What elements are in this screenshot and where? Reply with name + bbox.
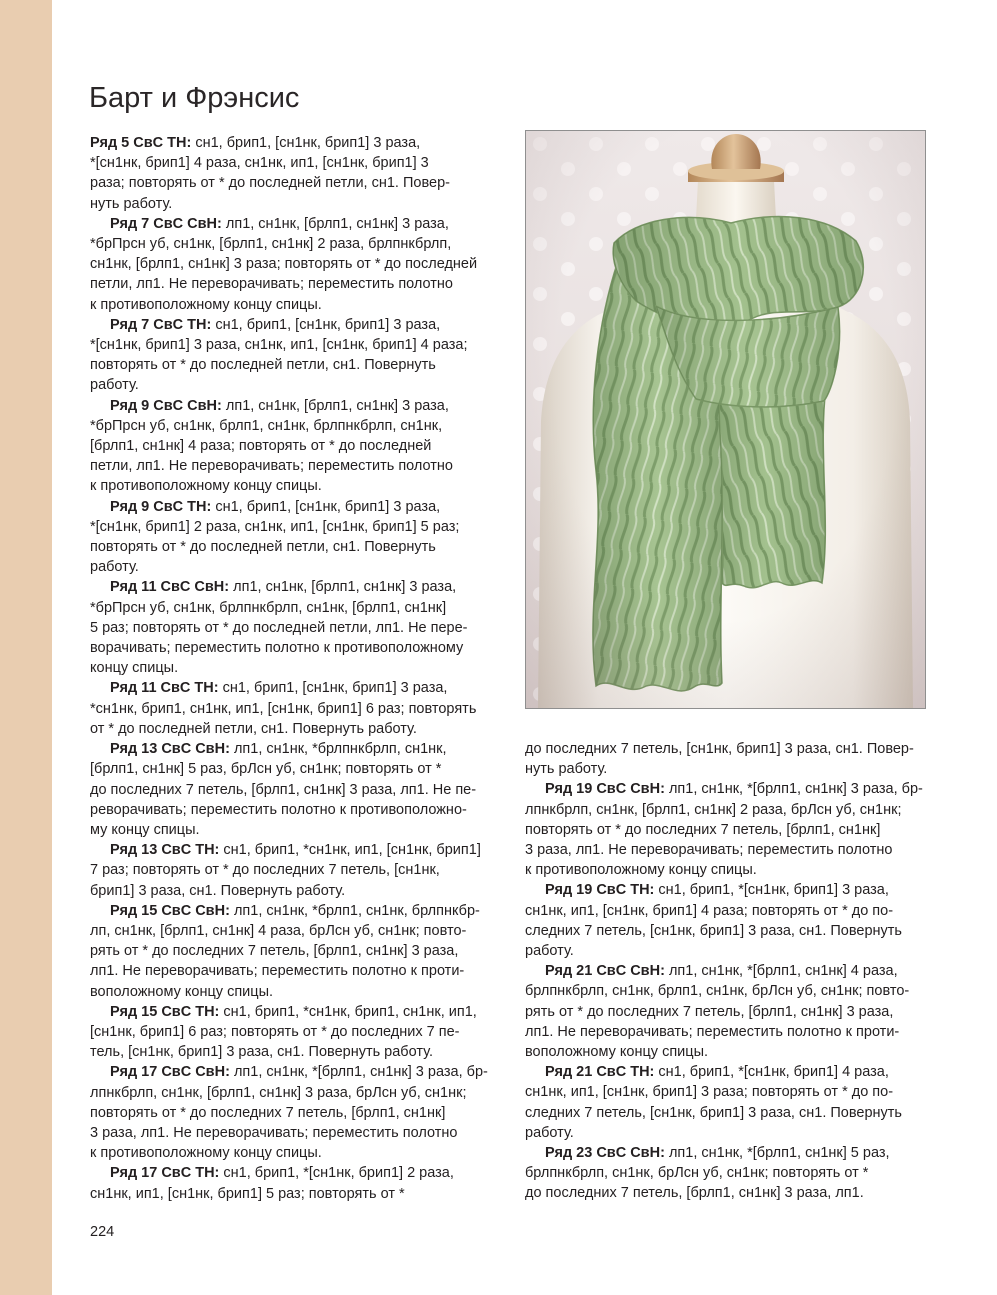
- row-label: Ряд 13 СвС СвН:: [110, 741, 230, 758]
- text-line: [90, 214, 490, 234]
- text-line: [90, 800, 490, 820]
- line-text: сн1, брип1, [сн1нк, брип1] 3 раза,: [215, 498, 441, 515]
- line-text: к противоположному концу спицы.: [525, 862, 757, 879]
- line-text: *брПрсн уб, сн1нк, [брлп1, сн1нк] 2 раза, брлпнкбрлп,: [90, 236, 452, 253]
- text-line: [90, 961, 490, 981]
- line-text: сн1, брип1, [сн1нк, брип1] 3 раза,: [222, 680, 448, 697]
- scarf-photo-image: [526, 131, 925, 708]
- text-line: [90, 476, 490, 496]
- text-line: [90, 194, 490, 214]
- instruction-paragraph: [90, 133, 490, 214]
- line-text: сн1, брип1, *сн1нк, брип1, сн1нк, ип1,: [223, 1003, 477, 1020]
- line-text: 3 раза, лп1. Не переворачивать; переместить полотно: [90, 1124, 458, 1141]
- row-label: Ряд 19 СвС СвН:: [545, 781, 665, 798]
- row-label: Ряд 15 СвС СвН:: [110, 902, 230, 919]
- line-text: до последних 7 петель, [брлп1, сн1нк] 3 раза, лп1. Не пе-: [90, 781, 477, 798]
- text-line: [90, 1042, 490, 1062]
- text-line: [90, 901, 490, 921]
- text-line: [525, 1103, 925, 1123]
- row-label: Ряд 9 СвС СвН:: [110, 397, 222, 414]
- text-line: [525, 1062, 925, 1082]
- line-text: лпнкбрлп, сн1нк, [брлп1, сн1нк] 3 раза, брЛсн уб, сн1нк;: [90, 1084, 467, 1101]
- line-text: 7 раз; повторять от * до последних 7 петель, [сн1нк,: [90, 862, 440, 879]
- row-label: Ряд 19 СвС ТН:: [545, 882, 655, 899]
- text-line: [90, 719, 490, 739]
- row-label: Ряд 11 СвС ТН:: [110, 680, 219, 697]
- text-line: [525, 1123, 925, 1143]
- text-line: [90, 860, 490, 880]
- instruction-paragraph: [525, 739, 925, 779]
- line-text: *брПрсн уб, сн1нк, брлп1, сн1нк, брлпнкбрлп, сн1нк,: [90, 417, 443, 434]
- line-text: к противоположному концу спицы.: [90, 296, 322, 313]
- text-line: [90, 1002, 490, 1022]
- text-line: [525, 759, 925, 779]
- line-text: следних 7 петель, [сн1нк, брип1] 3 раза, сн1. Повернуть: [525, 1104, 902, 1121]
- row-label: Ряд 7 СвС СвН:: [110, 215, 222, 232]
- text-line: [525, 1143, 925, 1163]
- row-label: Ряд 17 СвС СвН:: [110, 1064, 230, 1081]
- text-line: [90, 396, 490, 416]
- line-text: рять от * до последних 7 петель, [брлп1, сн1нк] 3 раза,: [525, 1003, 894, 1020]
- text-line: [525, 921, 925, 941]
- line-text: сн1, брип1, *[сн1нк, брип1] 2 раза,: [223, 1165, 454, 1182]
- text-line: [525, 880, 925, 900]
- line-text: лп1, сн1нк, *брлпнкбрлп, сн1нк,: [233, 741, 447, 758]
- instruction-paragraph: [525, 961, 925, 1062]
- line-text: лп1. Не переворачивать; переместить полотно к проти-: [525, 1023, 900, 1040]
- line-text: лп1, сн1нк, [брлп1, сн1нк] 3 раза,: [233, 579, 457, 596]
- text-line: [525, 840, 925, 860]
- line-text: 5 раз; повторять от * до последней петли, лп1. Не пере-: [90, 619, 468, 636]
- line-text: петли, лп1. Не переворачивать; переместить полотно: [90, 276, 453, 293]
- row-label: Ряд 17 СвС ТН:: [110, 1165, 220, 1182]
- left-text-column: [90, 133, 490, 1204]
- text-line: [90, 598, 490, 618]
- text-line: [90, 456, 490, 476]
- text-line: [525, 1183, 925, 1203]
- row-label: Ряд 9 СвС ТН:: [110, 498, 212, 515]
- text-line: [90, 1062, 490, 1082]
- line-text: *[сн1нк, брип1] 3 раза, сн1нк, ип1, [сн1нк, брип1] 4 раза;: [90, 337, 468, 354]
- text-line: [90, 1143, 490, 1163]
- text-line: [90, 982, 490, 1002]
- line-text: рять от * до последних 7 петель, [брлп1, сн1нк] 3 раза,: [90, 943, 459, 960]
- text-line: [525, 981, 925, 1001]
- text-line: [525, 1082, 925, 1102]
- line-text: лп1, сн1нк, *[брлп1, сн1нк] 3 раза, бр-: [668, 781, 923, 798]
- line-text: сн1, брип1, *сн1нк, ип1, [сн1нк, брип1]: [223, 842, 481, 859]
- line-text: воположному концу спицы.: [525, 1044, 709, 1061]
- text-line: [90, 335, 490, 355]
- row-label: Ряд 23 СвС СвН:: [545, 1145, 665, 1162]
- text-line: [90, 315, 490, 335]
- line-text: работу.: [525, 1124, 574, 1141]
- line-text: сн1, брип1, [сн1нк, брип1] 3 раза,: [215, 316, 441, 333]
- instruction-paragraph: [90, 739, 490, 840]
- photo-vignette: [526, 131, 925, 708]
- line-text: следних 7 петель, [сн1нк, брип1] 3 раза, сн1. Повернуть: [525, 922, 902, 939]
- text-line: [90, 759, 490, 779]
- text-line: [525, 860, 925, 880]
- row-label: Ряд 5 СвС ТН:: [90, 135, 192, 151]
- line-text: работу.: [90, 377, 139, 394]
- row-label: Ряд 13 СвС ТН:: [110, 842, 220, 859]
- line-text: лп1. Не переворачивать; переместить полотно к проти-: [90, 963, 465, 980]
- line-text: брлпнкбрлп, сн1нк, брлп1, сн1нк, брЛсн уб, сн1нк; повто-: [525, 983, 910, 1000]
- row-label: Ряд 15 СвС ТН:: [110, 1003, 220, 1020]
- line-text: *[сн1нк, брип1] 2 раза, сн1нк, ип1, [сн1нк, брип1] 5 раз;: [90, 518, 460, 535]
- text-line: [90, 517, 490, 537]
- text-line: [90, 537, 490, 557]
- instruction-paragraph: [90, 577, 490, 678]
- line-text: повторять от * до последних 7 петель, [брлп1, сн1нк]: [90, 1104, 446, 1121]
- text-line: [90, 658, 490, 678]
- text-line: [90, 274, 490, 294]
- text-line: [90, 1184, 490, 1204]
- instruction-paragraph: [90, 840, 490, 901]
- instruction-paragraph: [525, 1143, 925, 1204]
- text-line: [525, 1022, 925, 1042]
- text-line: [90, 153, 490, 173]
- text-line: [90, 699, 490, 719]
- line-text: лп1, сн1нк, *брлп1, сн1нк, брлпнкбр-: [233, 902, 480, 919]
- text-line: [525, 739, 925, 759]
- text-line: [90, 638, 490, 658]
- text-line: [90, 739, 490, 759]
- line-text: сн1нк, ип1, [сн1нк, брип1] 4 раза; повторять от * до по-: [525, 902, 894, 919]
- line-text: сн1, брип1, [сн1нк, брип1] 3 раза,: [195, 135, 421, 151]
- text-line: [525, 961, 925, 981]
- instruction-paragraph: [90, 315, 490, 396]
- instruction-paragraph: [525, 1062, 925, 1143]
- line-text: лп1, сн1нк, *[брлп1, сн1нк] 3 раза, бр-: [233, 1064, 488, 1081]
- text-line: [90, 1083, 490, 1103]
- text-line: [90, 1103, 490, 1123]
- text-line: [90, 921, 490, 941]
- line-text: лп1, сн1нк, *[брлп1, сн1нк] 5 раз,: [668, 1145, 890, 1162]
- text-line: [525, 1163, 925, 1183]
- text-line: [525, 779, 925, 799]
- instruction-paragraph: [90, 678, 490, 739]
- line-text: реворачивать; переместить полотно к противоположно-: [90, 801, 467, 818]
- text-line: [90, 416, 490, 436]
- line-text: сн1нк, ип1, [сн1нк, брип1] 3 раза; повторять от * до по-: [525, 1084, 894, 1101]
- instruction-paragraph: [90, 214, 490, 315]
- line-text: петли, лп1. Не переворачивать; переместить полотно: [90, 458, 453, 475]
- text-line: [90, 254, 490, 274]
- row-label: Ряд 21 СвС СвН:: [545, 963, 665, 980]
- line-text: брип1] 3 раза, сн1. Повернуть работу.: [90, 882, 346, 899]
- instruction-paragraph: [90, 901, 490, 1002]
- line-text: концу спицы.: [90, 660, 179, 677]
- side-color-band: [0, 0, 52, 1295]
- line-text: лп1, сн1нк, [брлп1, сн1нк] 3 раза,: [225, 397, 449, 414]
- line-text: нуть работу.: [90, 195, 173, 212]
- text-line: [90, 436, 490, 456]
- line-text: повторять от * до последней петли, сн1. Повернуть: [90, 539, 436, 556]
- scarf-photo: [525, 130, 926, 709]
- line-text: лп, сн1нк, [брлп1, сн1нк] 4 раза, брЛсн уб, сн1нк; повто-: [90, 922, 467, 939]
- page-title: Барт и Фрэнсис: [89, 82, 300, 114]
- line-text: сн1, брип1, *[сн1нк, брип1] 4 раза,: [658, 1064, 889, 1081]
- instruction-paragraph: [90, 1002, 490, 1063]
- line-text: до последних 7 петель, [сн1нк, брип1] 3 раза, сн1. Повер-: [525, 741, 914, 757]
- line-text: воположному концу спицы.: [90, 983, 274, 1000]
- text-line: [90, 1123, 490, 1143]
- text-line: [90, 678, 490, 698]
- line-text: [сн1нк, брип1] 6 раз; повторять от * до последних 7 пе-: [90, 1023, 460, 1040]
- line-text: повторять от * до последних 7 петель, [брлп1, сн1нк]: [525, 821, 881, 838]
- line-text: лп1, сн1нк, [брлп1, сн1нк] 3 раза,: [225, 215, 449, 232]
- text-line: [90, 355, 490, 375]
- instruction-paragraph: [90, 396, 490, 497]
- line-text: [брлп1, сн1нк] 4 раза; повторять от * до последней: [90, 438, 432, 455]
- text-line: [525, 820, 925, 840]
- text-line: [90, 173, 490, 193]
- text-line: [90, 780, 490, 800]
- text-line: [90, 941, 490, 961]
- right-text-column: [525, 739, 925, 1204]
- line-text: к противоположному концу спицы.: [90, 478, 322, 495]
- text-line: [90, 375, 490, 395]
- line-text: сн1, брип1, *[сн1нк, брип1] 3 раза,: [658, 882, 889, 899]
- line-text: раза; повторять от * до последней петли, сн1. Повер-: [90, 175, 450, 192]
- text-line: [90, 1163, 490, 1183]
- row-label: Ряд 11 СвС СвН:: [110, 579, 230, 596]
- text-line: [90, 497, 490, 517]
- text-line: [90, 295, 490, 315]
- line-text: лп1, сн1нк, *[брлп1, сн1нк] 4 раза,: [668, 963, 898, 980]
- text-line: [525, 1002, 925, 1022]
- line-text: от * до последней петли, сн1. Повернуть работу.: [90, 720, 417, 737]
- line-text: работу.: [525, 943, 574, 960]
- line-text: тель, [сн1нк, брип1] 3 раза, сн1. Повернуть работу.: [90, 1044, 433, 1061]
- line-text: нуть работу.: [525, 761, 608, 778]
- text-line: [90, 1022, 490, 1042]
- instruction-paragraph: [90, 1163, 490, 1203]
- text-line: [90, 577, 490, 597]
- row-label: Ряд 21 СвС ТН:: [545, 1064, 655, 1081]
- text-line: [90, 820, 490, 840]
- line-text: сн1нк, ип1, [сн1нк, брип1] 5 раз; повторять от *: [90, 1185, 405, 1202]
- text-line: [90, 557, 490, 577]
- line-text: *сн1нк, брип1, сн1нк, ип1, [сн1нк, брип1] 6 раз; повторять: [90, 700, 477, 717]
- text-line: [90, 234, 490, 254]
- line-text: брлпнкбрлп, сн1нк, брЛсн уб, сн1нк; повторять от *: [525, 1165, 869, 1182]
- text-line: [90, 618, 490, 638]
- instruction-paragraph: [525, 779, 925, 880]
- instruction-paragraph: [90, 1062, 490, 1163]
- text-line: [525, 1042, 925, 1062]
- line-text: му концу спицы.: [90, 821, 200, 838]
- line-text: ворачивать; переместить полотно к противоположному: [90, 640, 464, 657]
- row-label: Ряд 7 СвС ТН:: [110, 316, 212, 333]
- line-text: сн1нк, [брлп1, сн1нк] 3 раза; повторять от * до последней: [90, 256, 478, 273]
- instruction-paragraph: [525, 880, 925, 961]
- page-number: 224: [90, 1224, 115, 1240]
- line-text: работу.: [90, 559, 139, 576]
- text-line: [525, 800, 925, 820]
- line-text: [брлп1, сн1нк] 5 раз, брЛсн уб, сн1нк; повторять от *: [90, 761, 442, 778]
- text-line: [90, 840, 490, 860]
- instruction-paragraph: [90, 497, 490, 578]
- text-line: [525, 941, 925, 961]
- text-line: [525, 901, 925, 921]
- line-text: *[сн1нк, брип1] 4 раза, сн1нк, ип1, [сн1нк, брип1] 3: [90, 155, 429, 172]
- line-text: к противоположному концу спицы.: [90, 1145, 322, 1162]
- line-text: до последних 7 петель, [брлп1, сн1нк] 3 раза, лп1.: [525, 1185, 864, 1202]
- line-text: лпнкбрлп, сн1нк, [брлп1, сн1нк] 2 раза, брЛсн уб, сн1нк;: [525, 801, 902, 818]
- line-text: *брПрсн уб, сн1нк, брлпнкбрлп, сн1нк, [брлп1, сн1нк]: [90, 599, 447, 616]
- line-text: повторять от * до последней петли, сн1. Повернуть: [90, 357, 436, 374]
- text-line: [90, 133, 490, 153]
- text-line: [90, 881, 490, 901]
- line-text: 3 раза, лп1. Не переворачивать; переместить полотно: [525, 842, 893, 859]
